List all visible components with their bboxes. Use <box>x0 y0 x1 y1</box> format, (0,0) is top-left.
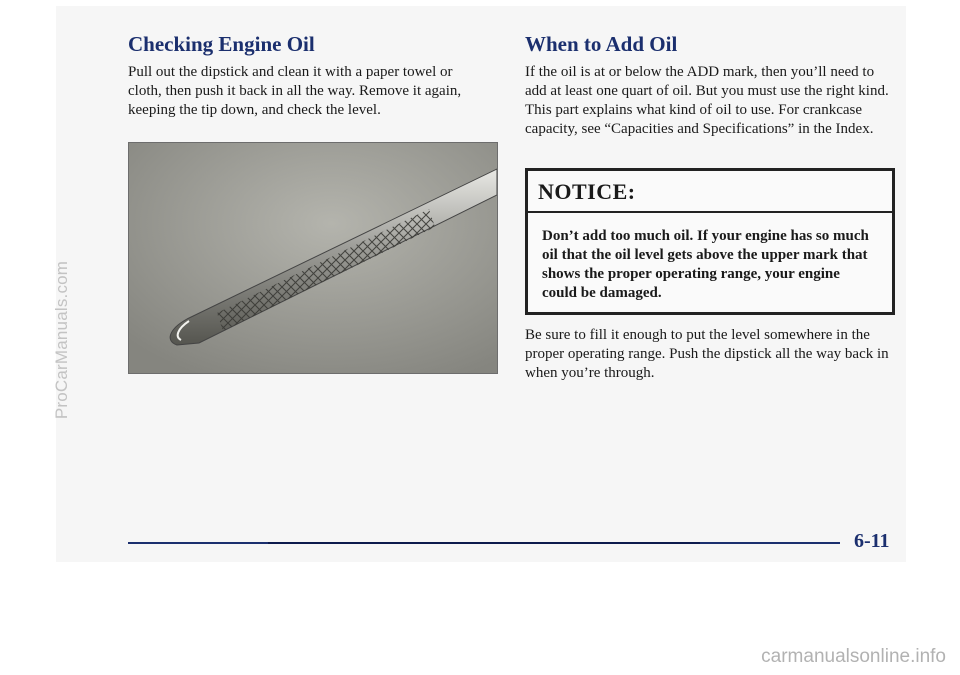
notice-title: NOTICE: <box>538 179 636 204</box>
notice-box <box>525 168 895 315</box>
notice-text: Don’t add too much oil. If your engine has so much oil that the oil level gets above the upper mark that shows the proper operating range, your engine could be damaged. <box>542 228 869 301</box>
footer-rule <box>128 542 840 544</box>
side-watermark: ProCarManuals.com <box>52 260 71 420</box>
heading-when-to-add-oil: When to Add Oil <box>525 32 678 56</box>
dipstick-illustration <box>129 143 497 373</box>
checking-oil-paragraph: Pull out the dipstick and clean it with a paper towel or cloth, then push it back in all the way. Remove it again, keeping the tip down, and check the level. <box>128 64 462 118</box>
heading-checking-engine-oil: Checking Engine Oil <box>128 32 315 56</box>
fill-level-paragraph: Be sure to fill it enough to put the level somewhere in the proper operating range. Push the dipstick all the way back in when you’re through. <box>525 327 889 381</box>
page-number: 6-11 <box>854 530 890 552</box>
dipstick-photo <box>128 142 498 374</box>
bottom-watermark: carmanualsonline.info <box>761 646 946 667</box>
when-to-add-paragraph: If the oil is at or below the ADD mark, then you’ll need to add at least one quart of oil. But you must use the right kind. This part explains what kind of oil to use. For crankcase capacity, see “Capacities and Specifications” in the Index. <box>525 64 889 137</box>
